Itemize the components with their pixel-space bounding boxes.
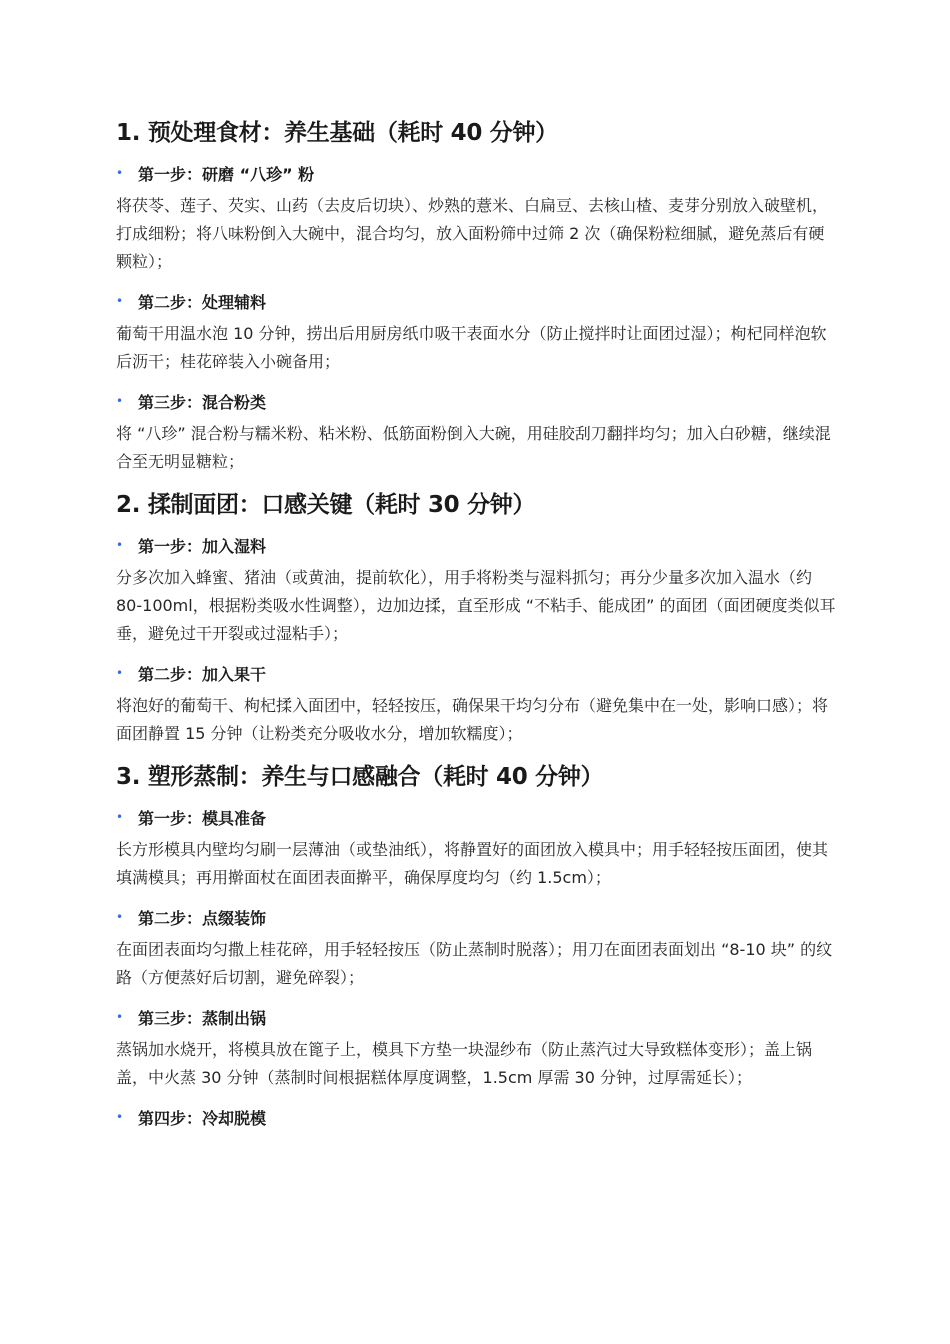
step-label: 第一步：模具准备 [138,808,267,828]
bullet-icon: • [116,810,124,824]
section-1 [116,112,838,476]
step-text: 将泡好的葡萄干、枸杞揉入面团中，轻轻按压，确保果干均匀分布（避免集中在一处，影响口感）；将面团静置 15 分钟（让粉类充分吸收水分，增加软糯度）； [116,696,829,743]
step-text: 将 “八珍” 混合粉与糯米粉、粘米粉、低筋面粉倒入大碗，用硅胶刮刀翻拌均匀；加入白砂糖，继续混合至无明显糖粒； [116,424,831,471]
step-item [116,154,838,192]
step-item [116,526,838,564]
step-item [116,898,838,936]
section-heading: 3. 塑形蒸制：养生与口感融合（耗时 40 分钟） [116,764,604,790]
section-2 [116,484,838,748]
step-label: 第一步：研磨 “八珍” 粉 [138,164,315,184]
step-label: 第一步：加入湿料 [138,536,267,556]
step-text: 在面团表面均匀撒上桂花碎，用手轻轻按压（防止蒸制时脱落）；用刀在面团表面划出 “8-10 块” 的纹路（方便蒸好后切割，避免碎裂）； [116,940,833,987]
section-3 [116,756,838,1136]
step-item [116,1098,838,1136]
step-label: 第四步：冷却脱模 [138,1108,267,1128]
step-item [116,998,838,1036]
step-label: 第二步：加入果干 [138,664,267,684]
step-item [116,798,838,836]
bullet-icon: • [116,1010,124,1024]
step-label: 第二步：处理辅料 [138,292,267,312]
bullet-icon: • [116,394,124,408]
section-heading: 2. 揉制面团：口感关键（耗时 30 分钟） [116,492,536,518]
bullet-icon: • [116,538,124,552]
step-text: 分多次加入蜂蜜、猪油（或黄油，提前软化），用手将粉类与湿料抓匀；再分少量多次加入温水（约 80-100ml，根据粉类吸水性调整），边加边揉，直至形成 “不粘手、能成团” 的面团（面团硬度类似耳垂，避免过干开裂或过湿粘手）； [116,568,836,643]
step-text: 将茯苓、莲子、芡实、山药（去皮后切块）、炒熟的薏米、白扁豆、去核山楂、麦芽分别放入破壁机，打成细粉；将八味粉倒入大碗中，混合均匀，放入面粉筛中过筛 2 次（确保粉粒细腻，避免蒸后有硬颗粒）； [116,196,829,271]
bullet-icon: • [116,910,124,924]
step-text: 蒸锅加水烧开，将模具放在篦子上，模具下方垫一块湿纱布（防止蒸汽过大导致糕体变形）；盖上锅盖，中火蒸 30 分钟（蒸制时间根据糕体厚度调整，1.5cm 厚需 30 分钟，过厚需延长）； [116,1040,813,1087]
step-item [116,382,838,420]
step-text: 长方形模具内壁均匀刷一层薄油（或垫油纸），将静置好的面团放入模具中；用手轻轻按压面团，使其填满模具；再用擀面杖在面团表面擀平，确保厚度均匀（约 1.5cm）； [116,840,829,887]
step-item [116,654,838,692]
bullet-icon: • [116,294,124,308]
bullet-icon: • [116,166,124,180]
step-label: 第三步：蒸制出锅 [138,1008,267,1028]
section-heading: 1. 预处理食材：养生基础（耗时 40 分钟） [116,120,558,146]
bullet-icon: • [116,1110,124,1124]
bullet-icon: • [116,666,124,680]
step-label: 第二步：点缀装饰 [138,908,267,928]
step-label: 第三步：混合粉类 [138,392,267,412]
step-item [116,282,838,320]
step-text: 葡萄干用温水泡 10 分钟，捞出后用厨房纸巾吸干表面水分（防止搅拌时让面团过湿）；枸杞同样泡软后沥干；桂花碎装入小碗备用； [116,324,827,371]
